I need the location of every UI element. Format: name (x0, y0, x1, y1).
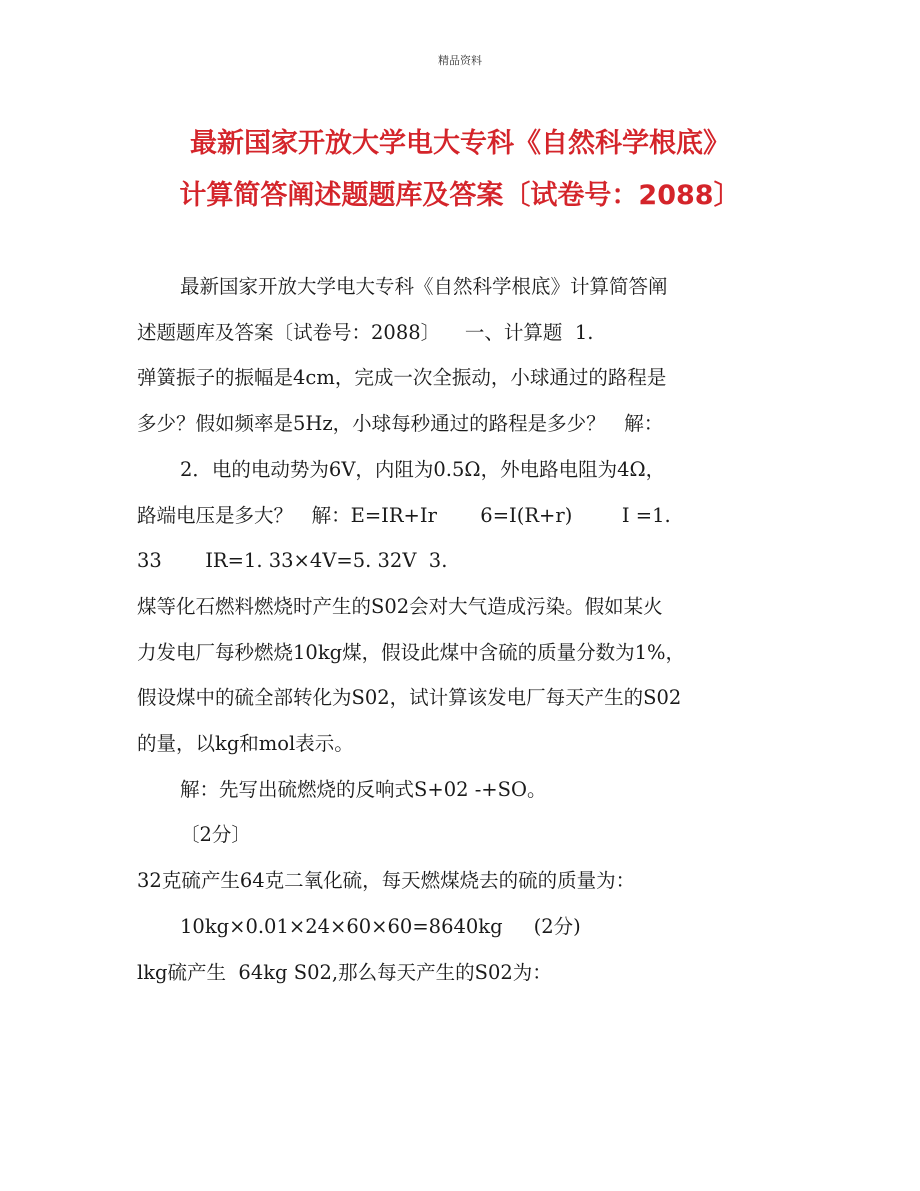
document-title (60, 118, 860, 222)
body-line: 〔2分〕 (180, 823, 251, 847)
body-line: lkg硫产生 64kg S02,那么每天产生的S02为： (137, 960, 552, 984)
body-line: 32克硫产生64克二氧化硫，每天燃煤烧去的硫的质量为： (137, 869, 636, 893)
body-line: 力发电厂每秒燃烧10kg煤，假设此煤中含硫的质量分数为1%， (137, 640, 686, 664)
body-line: 的量，以kg和mol表示。 (137, 732, 354, 756)
body-line: 煤等化石燃料燃烧时产生的S02会对大气造成污染。假如某火 (137, 594, 663, 618)
body-line: 2．电的电动势为6V，内阻为0.5Ω，外电路电阻为4Ω， (180, 457, 666, 481)
body-line: 述题题库及答案〔试卷号：2088〕 一、计算题 1. (137, 320, 594, 344)
title-line-1: 最新国家开放大学电大专科《自然科学根底》 (190, 128, 730, 159)
body-line: 弹簧振子的振幅是4cm，完成一次全振动，小球通过的路程是 (137, 366, 667, 390)
document-body (137, 264, 787, 995)
body-line: 假设煤中的硫全部转化为S02，试计算该发电厂每天产生的S02 (137, 686, 682, 710)
body-line: 多少？假如频率是5Hz，小球每秒通过的路程是多少？ 解： (137, 412, 664, 436)
body-line: 10kg×0.01×24×60×60=8640kg (2分) (180, 914, 581, 938)
body-line: 解：先写出硫燃烧的反响式S+02 -+SO。 (180, 777, 547, 801)
body-line: 路端电压是多大？ 解：E=IR+Ir 6=I(R+r) I =1. (137, 503, 671, 527)
body-line: 最新国家开放大学电大专科《自然科学根底》计算简答阐 (180, 275, 668, 298)
page-header: 精品资料 (438, 54, 482, 67)
title-line-2: 计算简答阐述题题库及答案〔试卷号：2088〕 (179, 180, 741, 211)
body-line: 33 IR=1. 33×4V=5. 32V 3. (137, 549, 448, 573)
